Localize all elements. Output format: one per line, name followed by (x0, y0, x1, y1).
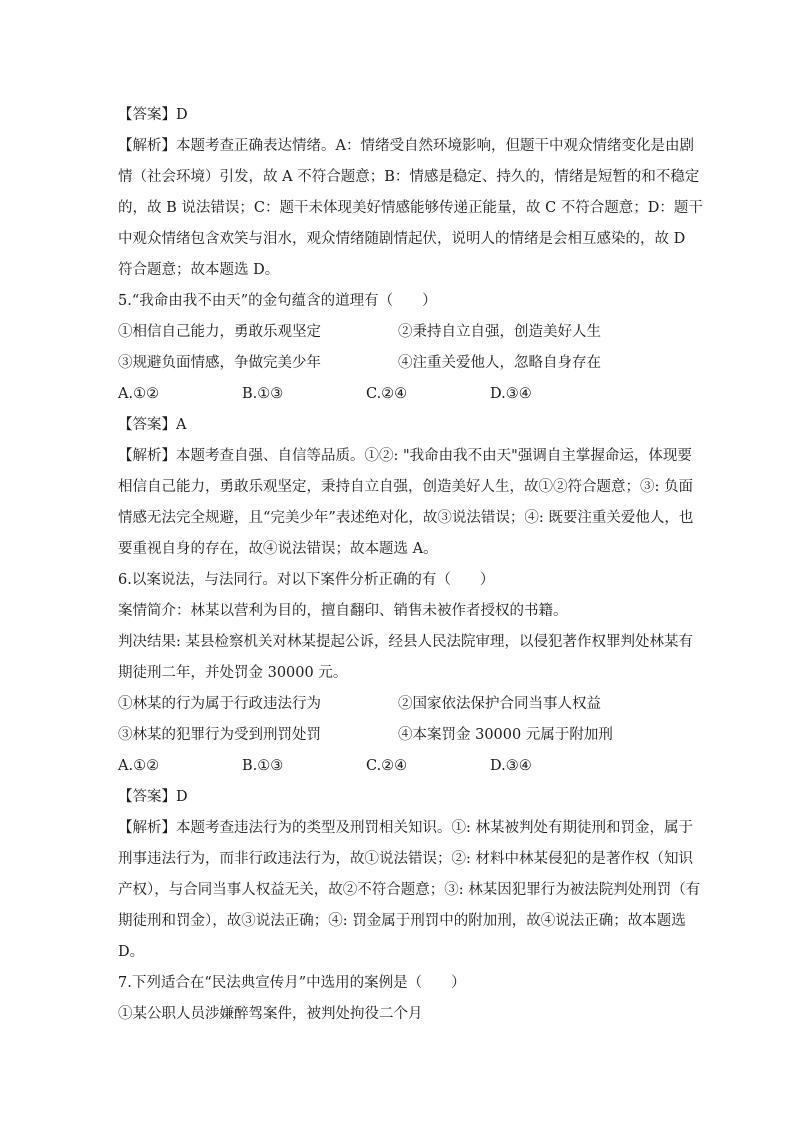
q5-choice-d: D.③④ (490, 386, 532, 402)
q5-option-1: ①相信自己能力，勇敢乐观坚定 (118, 324, 321, 340)
q6-option-1: ①林某的行为属于行政违法行为 (118, 696, 321, 712)
explanation-q6-line4: 期徒刑和罚金），故③说法正确；④: 罚金属于刑罚中的附加刑，故④说法正确；故本题选 (118, 913, 686, 929)
q5-options-row1 (118, 317, 678, 348)
q5-choice-a: A.①② (118, 386, 160, 402)
explanation-q5-line3: 情感无法完全规避，且“完美少年”表述绝对化，故③说法错误；④: 既要注重关爱他人，也 (118, 510, 694, 526)
q6-option-2: ②国家依法保护合同当事人权益 (398, 696, 601, 712)
answer-q6: 【答案】D (118, 789, 188, 805)
q6-verdict-line2: 期徒刑二年，并处罚金 30000 元。 (118, 665, 348, 681)
explanation-q6-line2: 刑事违法行为，而非行政违法行为，故①说法错误；②: 材料中林某侵犯的是著作权（知识 (118, 851, 693, 867)
explanation-q4-line4: 中观众情绪包含欢笑与泪水，观众情绪随剧情起伏，说明人的情绪是会相互感染的，故 D (118, 231, 686, 247)
document-page (118, 100, 703, 1030)
q6-choice-c: C.②④ (366, 758, 408, 774)
q5-options-row2 (118, 348, 678, 379)
explanation-q6-line5: D。 (118, 944, 145, 960)
explanation-q4-line3: 的，故 B 说法错误；C：题干未体现美好情感能够传递正能量，故 C 不符合题意；D：题干 (118, 200, 703, 216)
q5-choice-b: B.①③ (242, 386, 284, 402)
explanation-q5-line4: 要重视自身的存在，故④说法错误；故本题选 A。 (118, 541, 438, 557)
question-7: 7.下列适合在“民法典宣传月”中选用的案例是（ ） (118, 975, 466, 991)
q6-case-summary: 案情简介：林某以营利为目的，擅自翻印、销售未被作者授权的书籍。 (118, 603, 568, 619)
answer-q4: 【答案】D (118, 107, 188, 123)
q5-choice-c: C.②④ (366, 386, 408, 402)
q5-option-4: ④注重关爱他人，忽略自身存在 (398, 355, 601, 371)
q6-options-row1 (118, 689, 678, 720)
q6-choice-d: D.③④ (490, 758, 532, 774)
q6-options-row2 (118, 720, 678, 751)
q5-option-2: ②秉持自立自强，创造美好人生 (398, 324, 601, 340)
explanation-q4-line2: 情（社会环境）引发，故 A 不符合题意；B：情感是稳定、持久的，情绪是短暂的和不稳定 (118, 169, 700, 185)
question-5: 5.“我命由我不由天”的金句蕴含的道理有（ ） (118, 293, 437, 309)
q6-choice-a: A.①② (118, 758, 160, 774)
q6-choice-b: B.①③ (242, 758, 284, 774)
explanation-q4-line1: 【解析】本题考查正确表达情绪。A：情绪受自然环境影响，但题干中观众情绪变化是由剧 (118, 138, 694, 154)
explanation-q6-line3: 产权），与合同当事人权益无关，故②不符合题意；③: 林某因犯罪行为被法院判处刑罚（有 (118, 882, 701, 898)
explanation-q5-line1: 【解析】本题考查自强、自信等品质。①②: "我命由我不由天"强调自主掌握命运，体现要 (118, 448, 692, 464)
q7-option-1: ①某公职人员涉嫌醉驾案件，被判处拘役二个月 (118, 1006, 423, 1022)
q6-option-4: ④本案罚金 30000 元属于附加刑 (398, 727, 613, 743)
q6-option-3: ③林某的犯罪行为受到刑罚处罚 (118, 727, 321, 743)
q5-choices (118, 379, 678, 410)
question-6: 6.以案说法，与法同行。对以下案件分析正确的有（ ） (118, 572, 495, 588)
explanation-q6-line1: 【解析】本题考查违法行为的类型及刑罚相关知识。①: 林某被判处有期徒刑和罚金，属于 (118, 820, 693, 836)
explanation-q4-line5: 符合题意；故本题选 D。 (118, 262, 280, 278)
q5-option-3: ③规避负面情感，争做完美少年 (118, 355, 321, 371)
explanation-q5-line2: 相信自己能力，勇敢乐观坚定，秉持自立自强，创造美好人生，故①②符合题意；③: 负面 (118, 479, 693, 495)
q6-verdict-line1: 判决结果: 某县检察机关对林某提起公诉，经县人民法院审理，以侵犯著作权罪判处林某有 (118, 634, 693, 650)
answer-q5: 【答案】A (118, 417, 187, 433)
q6-choices (118, 751, 678, 782)
